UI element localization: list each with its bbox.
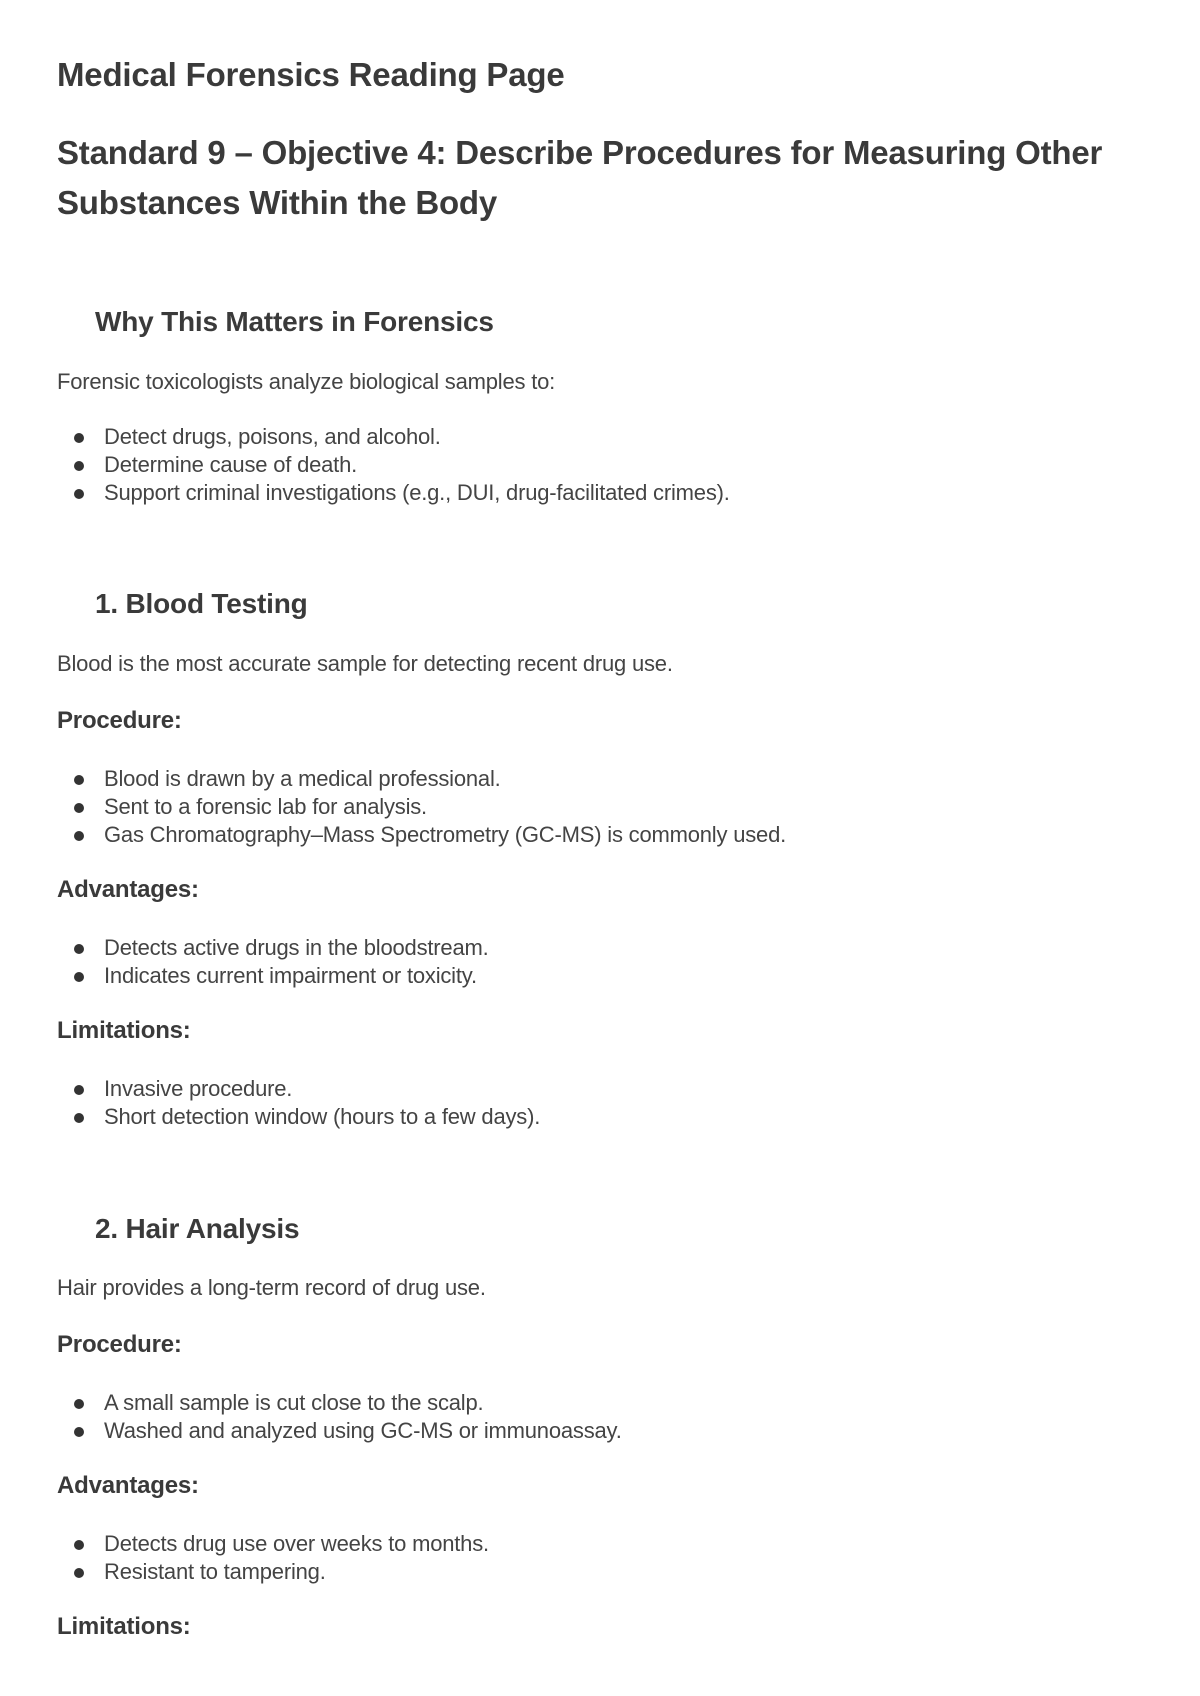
list-item-text: Washed and analyzed using GC-MS or immunoassay. — [104, 1418, 622, 1443]
bullet-icon — [74, 1427, 84, 1437]
bullet-icon — [74, 1540, 84, 1550]
blood-limitations-list — [57, 1075, 540, 1131]
bullet-icon — [74, 1399, 84, 1409]
list-item-text: Determine cause of death. — [104, 452, 358, 477]
list-item — [57, 1417, 622, 1445]
list-item — [57, 423, 730, 451]
bullet-icon — [74, 1568, 84, 1578]
bullet-icon — [74, 1113, 84, 1123]
list-item-text: Indicates current impairment or toxicity. — [104, 963, 477, 988]
list-item-text: Sent to a forensic lab for analysis. — [104, 794, 427, 819]
list-item — [57, 1075, 540, 1103]
section-heading-why: Why This Matters in Forensics — [95, 306, 494, 337]
blood-intro: Blood is the most accurate sample for detecting recent drug use. — [57, 651, 673, 676]
bullet-icon — [74, 972, 84, 982]
list-item-text: Support criminal investigations (e.g., DUI, drug-facilitated crimes). — [104, 480, 730, 505]
blood-limitations-label: Limitations: — [57, 1017, 191, 1044]
bullet-icon — [74, 489, 84, 499]
hair-procedure-label: Procedure: — [57, 1331, 182, 1358]
list-item — [57, 1558, 489, 1586]
list-item-text: Resistant to tampering. — [104, 1559, 326, 1584]
bullet-icon — [74, 461, 84, 471]
list-item-text: Gas Chromatography–Mass Spectrometry (GC-MS) is commonly used. — [104, 822, 787, 847]
list-item-text: A small sample is cut close to the scalp. — [104, 1390, 484, 1415]
list-item-text: Detect drugs, poisons, and alcohol. — [104, 424, 441, 449]
list-item-text: Invasive procedure. — [104, 1076, 293, 1101]
bullet-icon — [74, 803, 84, 813]
document-subtitle: Standard 9 – Objective 4: Describe Procedures for Measuring Other Substances Within the Body — [57, 134, 1103, 221]
bullet-icon — [74, 1085, 84, 1095]
hair-limitations-label: Limitations: — [57, 1613, 191, 1640]
list-item — [57, 1103, 540, 1131]
list-item — [57, 451, 730, 479]
list-item-text: Detects active drugs in the bloodstream. — [104, 935, 489, 960]
list-item — [57, 765, 786, 793]
why-list — [57, 423, 730, 507]
bullet-icon — [74, 831, 84, 841]
bullet-icon — [74, 775, 84, 785]
list-item — [57, 821, 786, 849]
list-item — [57, 793, 786, 821]
blood-procedure-list — [57, 765, 786, 849]
blood-procedure-label: Procedure: — [57, 707, 182, 734]
bullet-icon — [74, 433, 84, 443]
document-title: Medical Forensics Reading Page — [57, 56, 565, 93]
bullet-icon — [74, 944, 84, 954]
hair-intro: Hair provides a long-term record of drug use. — [57, 1275, 486, 1300]
list-item — [57, 1530, 489, 1558]
list-item — [57, 962, 489, 990]
list-item — [57, 1389, 622, 1417]
hair-procedure-list — [57, 1389, 622, 1445]
list-item — [57, 934, 489, 962]
hair-advantages-list — [57, 1530, 489, 1586]
list-item — [57, 479, 730, 507]
list-item-text: Short detection window (hours to a few days). — [104, 1104, 541, 1129]
section-heading-blood: 1. Blood Testing — [95, 588, 308, 619]
list-item-text: Blood is drawn by a medical professional. — [104, 766, 501, 791]
blood-advantages-list — [57, 934, 489, 990]
section-heading-hair: 2. Hair Analysis — [95, 1213, 300, 1244]
why-intro: Forensic toxicologists analyze biological samples to: — [57, 369, 556, 394]
list-item-text: Detects drug use over weeks to months. — [104, 1531, 489, 1556]
blood-advantages-label: Advantages: — [57, 876, 199, 903]
hair-advantages-label: Advantages: — [57, 1472, 199, 1499]
